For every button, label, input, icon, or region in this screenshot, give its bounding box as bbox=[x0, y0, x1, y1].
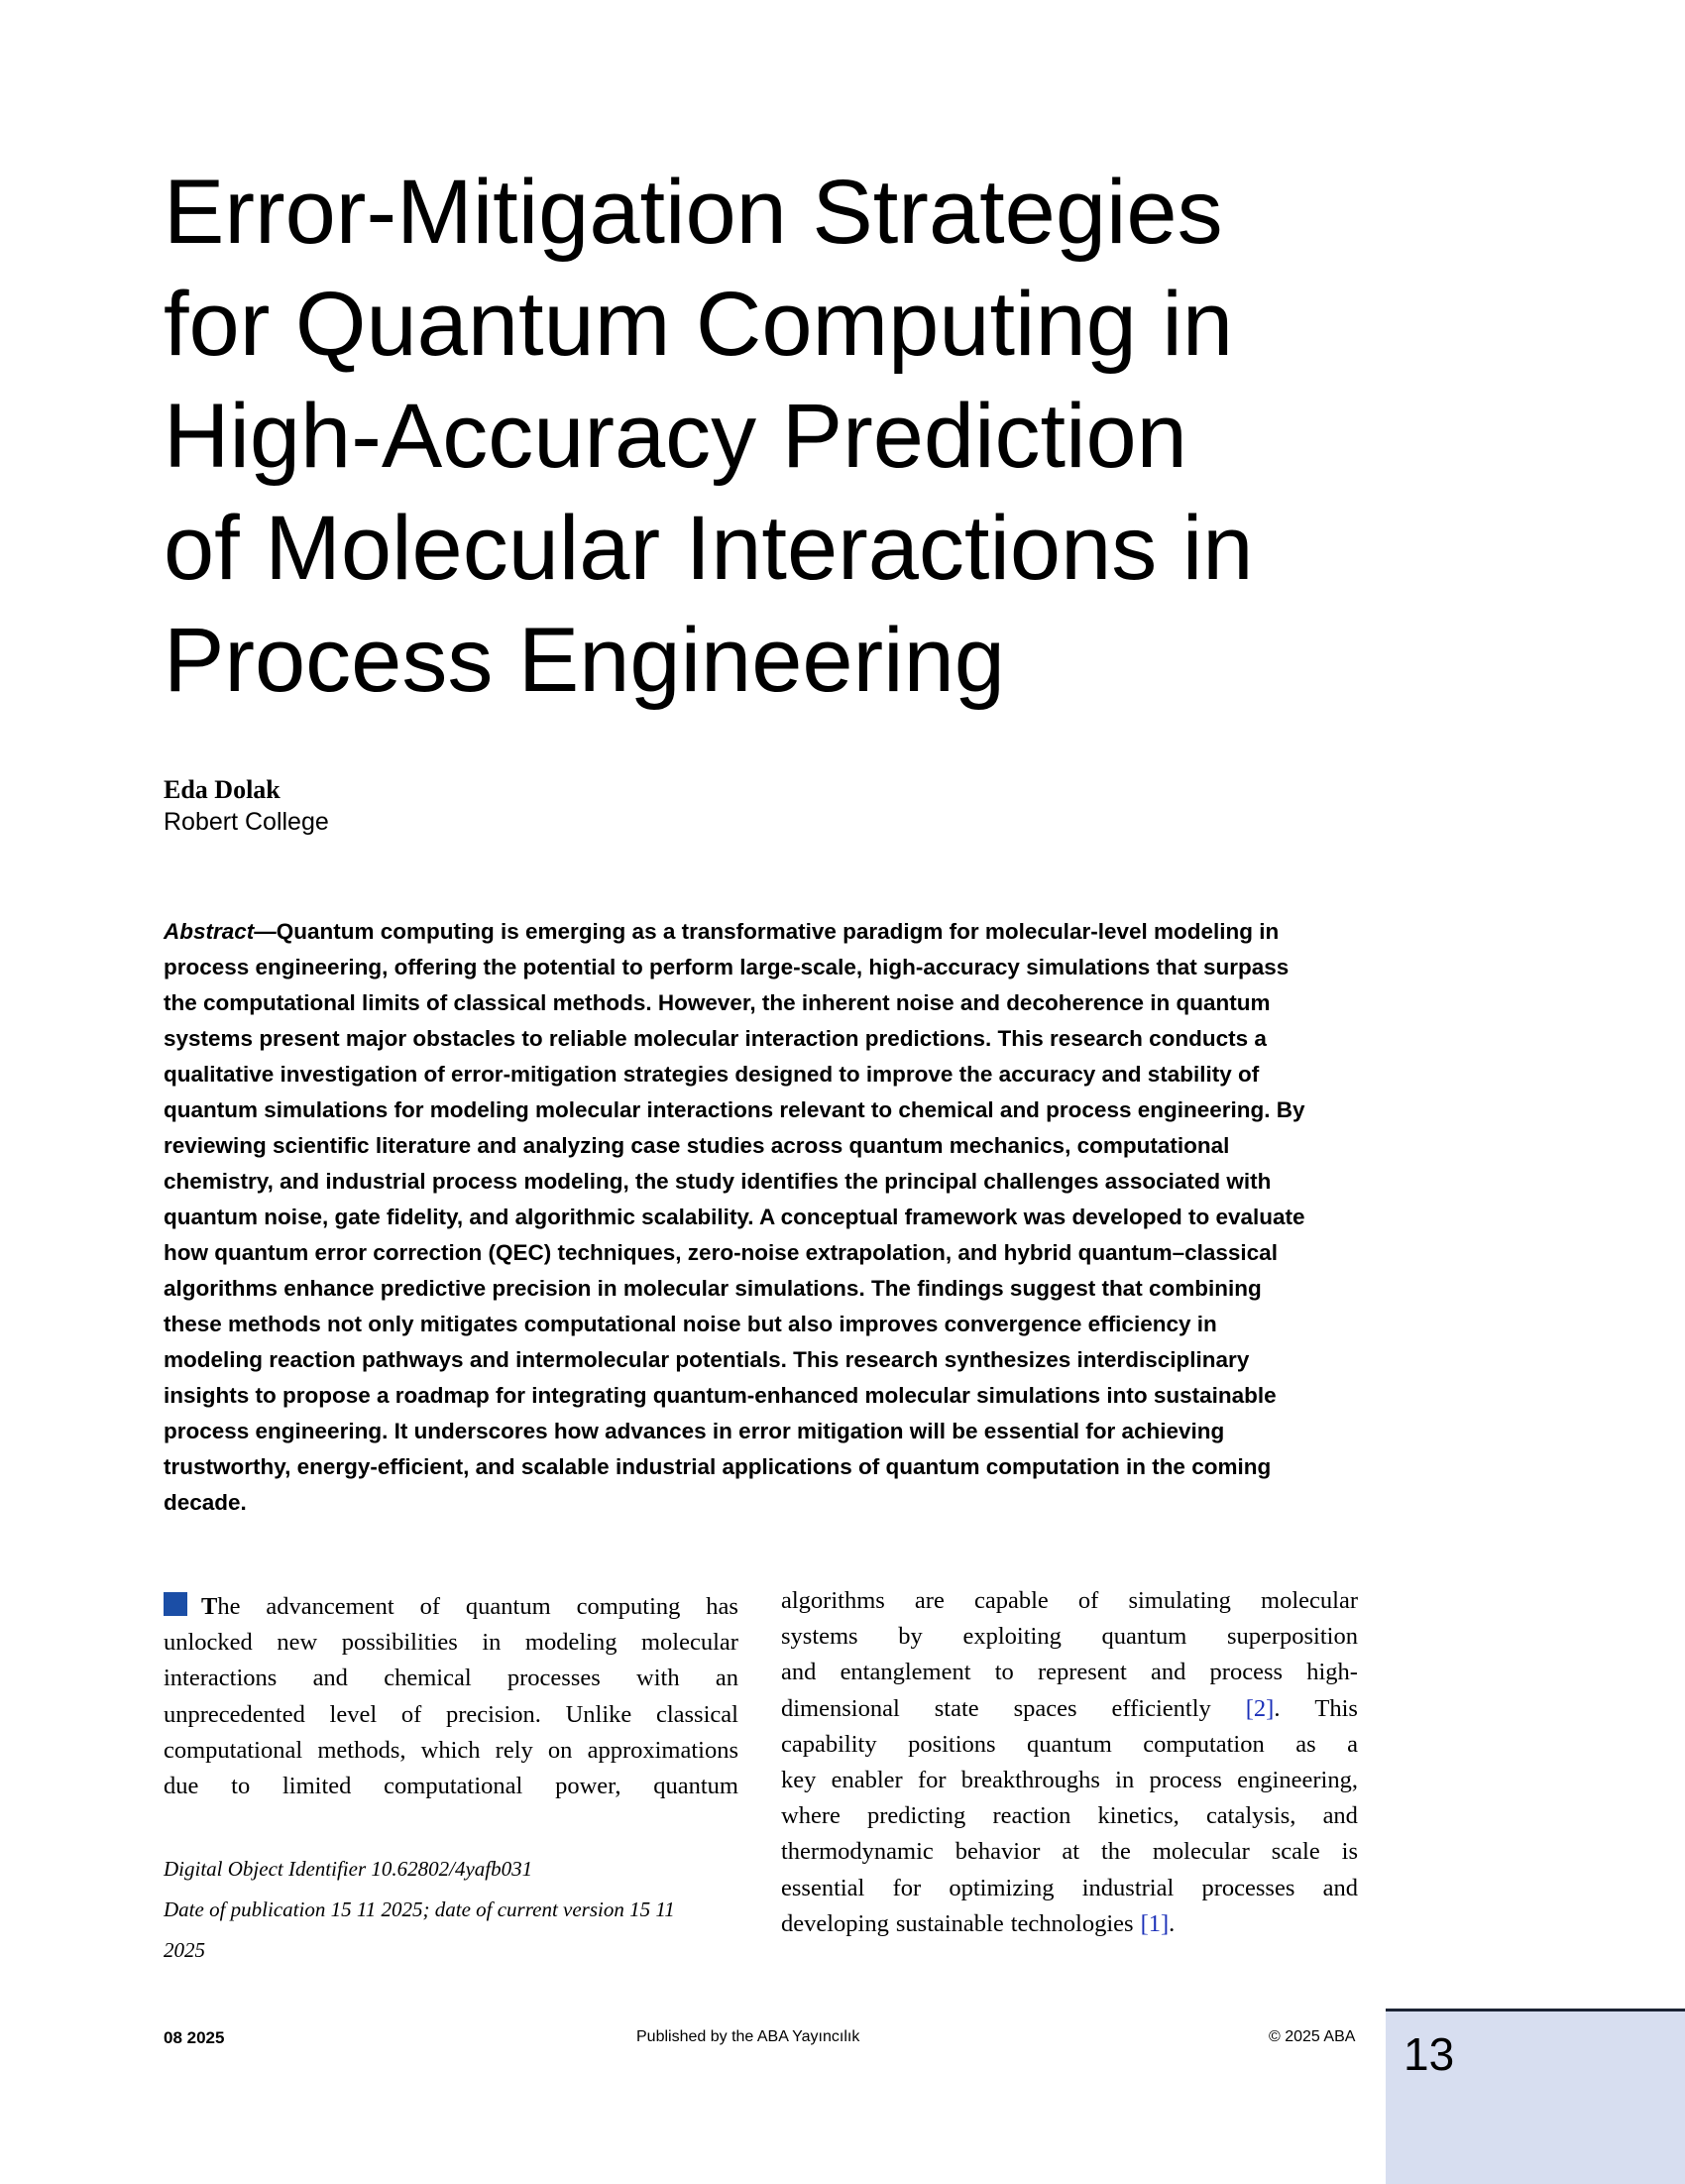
abstract-text: Quantum computing is emerging as a transformative paradigm for molecular-level modeling in bbox=[276, 919, 1280, 944]
body-line bbox=[781, 1906, 1358, 1942]
title-line: for Quantum Computing in bbox=[164, 274, 1233, 375]
body-word: systems bbox=[781, 1623, 858, 1651]
body-word: interactions bbox=[164, 1665, 278, 1692]
body-word: new bbox=[277, 1629, 318, 1657]
footer-publisher: Published by the ABA Yayıncılık bbox=[636, 2028, 860, 2045]
paper-title bbox=[164, 157, 1412, 717]
citation-link[interactable]: [1] bbox=[1140, 1909, 1170, 1937]
body-word: advancement bbox=[266, 1593, 394, 1620]
body-word: due bbox=[164, 1773, 199, 1800]
body-word: scale bbox=[1271, 1838, 1320, 1866]
body-column-right bbox=[781, 1583, 1358, 1942]
publication-dates-continued: 2025 bbox=[164, 1938, 205, 1962]
abstract-line: qualitative investigation of error-mitigation strategies designed to improve the accuracy and stability of bbox=[164, 1062, 1260, 1087]
abstract-dash: — bbox=[254, 919, 277, 944]
author-affiliation: Robert College bbox=[164, 808, 329, 836]
body-word: processes bbox=[1201, 1874, 1295, 1901]
body-word: and bbox=[312, 1665, 348, 1692]
body-line bbox=[781, 1798, 1358, 1834]
body-word: spaces bbox=[1013, 1694, 1077, 1722]
body-word: is bbox=[1341, 1838, 1358, 1866]
title-line: Process Engineering bbox=[164, 610, 1005, 711]
body-word: essential bbox=[781, 1874, 865, 1901]
body-word: of bbox=[400, 1700, 422, 1728]
body-word: state bbox=[934, 1694, 979, 1722]
body-word: methods, bbox=[317, 1736, 406, 1764]
body-word: exploiting bbox=[962, 1623, 1062, 1651]
body-word: key bbox=[781, 1767, 817, 1794]
body-word: enabler bbox=[831, 1767, 903, 1794]
body-line bbox=[781, 1655, 1358, 1690]
body-word: to bbox=[231, 1773, 251, 1800]
body-word: engineering, bbox=[1237, 1767, 1358, 1794]
footer-copyright: © 2025 ABA bbox=[1269, 2028, 1356, 2045]
body-word: modeling bbox=[524, 1629, 618, 1657]
body-word: quantum bbox=[465, 1593, 551, 1620]
body-word: sustainable bbox=[895, 1909, 1004, 1937]
body-word: simulating bbox=[1128, 1587, 1231, 1614]
body-word: for bbox=[892, 1874, 922, 1901]
body-word: industrial bbox=[1081, 1874, 1175, 1901]
body-line bbox=[781, 1763, 1358, 1798]
body-word: an bbox=[715, 1665, 738, 1692]
body-word: quantum bbox=[1027, 1730, 1112, 1758]
body-word: which bbox=[420, 1736, 481, 1764]
body-column-left bbox=[164, 1589, 738, 1804]
body-word: capable bbox=[973, 1587, 1049, 1614]
body-word: and bbox=[1322, 1802, 1358, 1830]
body-word: algorithms bbox=[781, 1587, 885, 1614]
body-word: power, bbox=[555, 1773, 621, 1800]
body-line bbox=[781, 1834, 1358, 1870]
body-line bbox=[781, 1691, 1358, 1727]
body-word: [2]. bbox=[1245, 1694, 1281, 1722]
abstract-line: the computational limits of classical methods. However, the inherent noise and decoherence in quantum bbox=[164, 990, 1271, 1015]
title-line: Error-Mitigation Strategies bbox=[164, 162, 1223, 263]
body-word: molecular bbox=[640, 1629, 738, 1657]
body-word: for bbox=[917, 1767, 947, 1794]
body-word: a bbox=[1347, 1730, 1358, 1758]
body-word: and bbox=[1322, 1874, 1358, 1901]
abstract bbox=[164, 914, 1363, 1521]
abstract-line: algorithms enhance predictive precision in molecular simulations. The findings suggest that combining bbox=[164, 1276, 1262, 1301]
body-word: computational bbox=[384, 1773, 523, 1800]
body-word: dimensional bbox=[781, 1694, 900, 1722]
body-line bbox=[164, 1697, 738, 1733]
body-line bbox=[164, 1625, 738, 1661]
body-word: thermodynamic bbox=[781, 1838, 934, 1866]
body-word: with bbox=[636, 1665, 680, 1692]
body-word: superposition bbox=[1226, 1623, 1358, 1651]
section-marker-icon bbox=[164, 1592, 187, 1616]
body-word: kinetics, bbox=[1097, 1802, 1180, 1830]
body-line bbox=[164, 1661, 738, 1696]
abstract-line: modeling reaction pathways and intermolecular potentials. This research synthesizes interdisciplinary bbox=[164, 1347, 1250, 1372]
abstract-line: these methods not only mitigates computational noise but also improves convergence efficiency in bbox=[164, 1312, 1217, 1336]
body-word: of bbox=[419, 1593, 440, 1620]
body-word: limited bbox=[281, 1773, 352, 1800]
body-word: reaction bbox=[992, 1802, 1071, 1830]
body-word: predicting bbox=[866, 1802, 966, 1830]
body-word: rely bbox=[495, 1736, 533, 1764]
body-word: breakthroughs bbox=[960, 1767, 1100, 1794]
abstract-line: decade. bbox=[164, 1490, 247, 1515]
abstract-line: process engineering, offering the potential to perform large-scale, high-accuracy simulations that surpass bbox=[164, 955, 1290, 979]
abstract-line: chemistry, and industrial process modeling, the study identifies the principal challenges associated with bbox=[164, 1169, 1272, 1194]
body-word: in bbox=[1115, 1767, 1135, 1794]
body-word: represent bbox=[1037, 1659, 1127, 1686]
body-word: unprecedented bbox=[164, 1700, 305, 1728]
citation-link[interactable]: [2] bbox=[1245, 1694, 1275, 1722]
body-word: process bbox=[1149, 1767, 1222, 1794]
author-name: Eda Dolak bbox=[164, 775, 281, 804]
body-line bbox=[781, 1583, 1358, 1619]
body-word: efficiently bbox=[1111, 1694, 1211, 1722]
title-line: High-Accuracy Prediction bbox=[164, 386, 1187, 487]
body-word: The bbox=[164, 1589, 240, 1625]
body-word: as bbox=[1295, 1730, 1316, 1758]
abstract-line: trustworthy, energy-efficient, and scalable industrial applications of quantum computation in the coming bbox=[164, 1454, 1272, 1479]
body-word: positions bbox=[908, 1730, 996, 1758]
body-word: quantum bbox=[653, 1773, 738, 1800]
body-line bbox=[781, 1871, 1358, 1906]
body-word: molecular bbox=[1152, 1838, 1250, 1866]
body-word: optimizing bbox=[949, 1874, 1055, 1901]
abstract-line: how quantum error correction (QEC) techniques, zero-noise extrapolation, and hybrid quantum–classical bbox=[164, 1240, 1278, 1265]
abstract-line: systems present major obstacles to reliable molecular interaction predictions. This research conducts a bbox=[164, 1026, 1267, 1051]
body-word: process bbox=[1209, 1659, 1284, 1686]
abstract-line: insights to propose a roadmap for integrating quantum-enhanced molecular simulations into sustainable bbox=[164, 1383, 1277, 1408]
body-word: developing bbox=[781, 1909, 889, 1937]
body-word: has bbox=[706, 1593, 738, 1620]
body-word: [1]. bbox=[1140, 1909, 1176, 1937]
body-word: at bbox=[1062, 1838, 1080, 1866]
body-word: technologies bbox=[1010, 1909, 1134, 1937]
body-line bbox=[781, 1619, 1358, 1655]
body-word: molecular bbox=[1261, 1587, 1358, 1614]
body-word: computing bbox=[576, 1593, 681, 1620]
body-word: where bbox=[781, 1802, 841, 1830]
drop-cap: T bbox=[201, 1593, 218, 1620]
body-word: quantum bbox=[1101, 1623, 1187, 1651]
abstract-line: reviewing scientific literature and analyzing case studies across quantum mechanics, computational bbox=[164, 1133, 1230, 1158]
body-line bbox=[781, 1727, 1358, 1763]
footer-date: 08 2025 bbox=[164, 2028, 225, 2047]
body-word: This bbox=[1314, 1694, 1358, 1722]
body-word: are bbox=[914, 1587, 945, 1614]
body-word: on bbox=[547, 1736, 573, 1764]
body-word: high- bbox=[1306, 1659, 1358, 1686]
body-word: by bbox=[898, 1623, 923, 1651]
body-line bbox=[164, 1589, 738, 1625]
abstract-line: quantum noise, gate fidelity, and algorithmic scalability. A conceptual framework was developed to evaluate bbox=[164, 1205, 1305, 1229]
body-word: processes bbox=[506, 1665, 601, 1692]
body-word: approximations bbox=[587, 1736, 738, 1764]
page-number-box bbox=[1386, 2009, 1685, 2184]
body-word: of bbox=[1077, 1587, 1099, 1614]
abstract-line: quantum simulations for modeling molecular interactions relevant to chemical and process engineering. By bbox=[164, 1097, 1305, 1122]
body-line bbox=[164, 1733, 738, 1769]
body-line bbox=[164, 1769, 738, 1804]
body-word: to bbox=[994, 1659, 1014, 1686]
body-word: in bbox=[482, 1629, 502, 1657]
body-word: computational bbox=[164, 1736, 303, 1764]
body-word: and bbox=[781, 1659, 817, 1686]
body-word: the bbox=[1100, 1838, 1131, 1866]
publication-dates: Date of publication 15 11 2025; date of current version 15 11 bbox=[164, 1897, 675, 1921]
body-word: entanglement bbox=[840, 1659, 971, 1686]
doi-line: Digital Object Identifier 10.62802/4yafb031 bbox=[164, 1857, 533, 1881]
title-line: of Molecular Interactions in bbox=[164, 498, 1254, 599]
body-word: classical bbox=[655, 1700, 738, 1728]
body-word: and bbox=[1150, 1659, 1186, 1686]
abstract-line bbox=[164, 914, 1363, 950]
body-word: capability bbox=[781, 1730, 877, 1758]
body-word: level bbox=[329, 1700, 378, 1728]
body-word: Unlike bbox=[565, 1700, 632, 1728]
body-word: unlocked bbox=[164, 1629, 253, 1657]
body-word: possibilities bbox=[341, 1629, 458, 1657]
body-word: behavior bbox=[955, 1838, 1041, 1866]
abstract-label: Abstract bbox=[164, 919, 255, 944]
page-number: 13 bbox=[1404, 2028, 1455, 2080]
body-word: precision. bbox=[445, 1700, 541, 1728]
body-word: computation bbox=[1143, 1730, 1265, 1758]
body-word: chemical bbox=[384, 1665, 472, 1692]
abstract-line: process engineering. It underscores how advances in error mitigation will be essential for achieving bbox=[164, 1419, 1225, 1443]
body-word: catalysis, bbox=[1205, 1802, 1296, 1830]
